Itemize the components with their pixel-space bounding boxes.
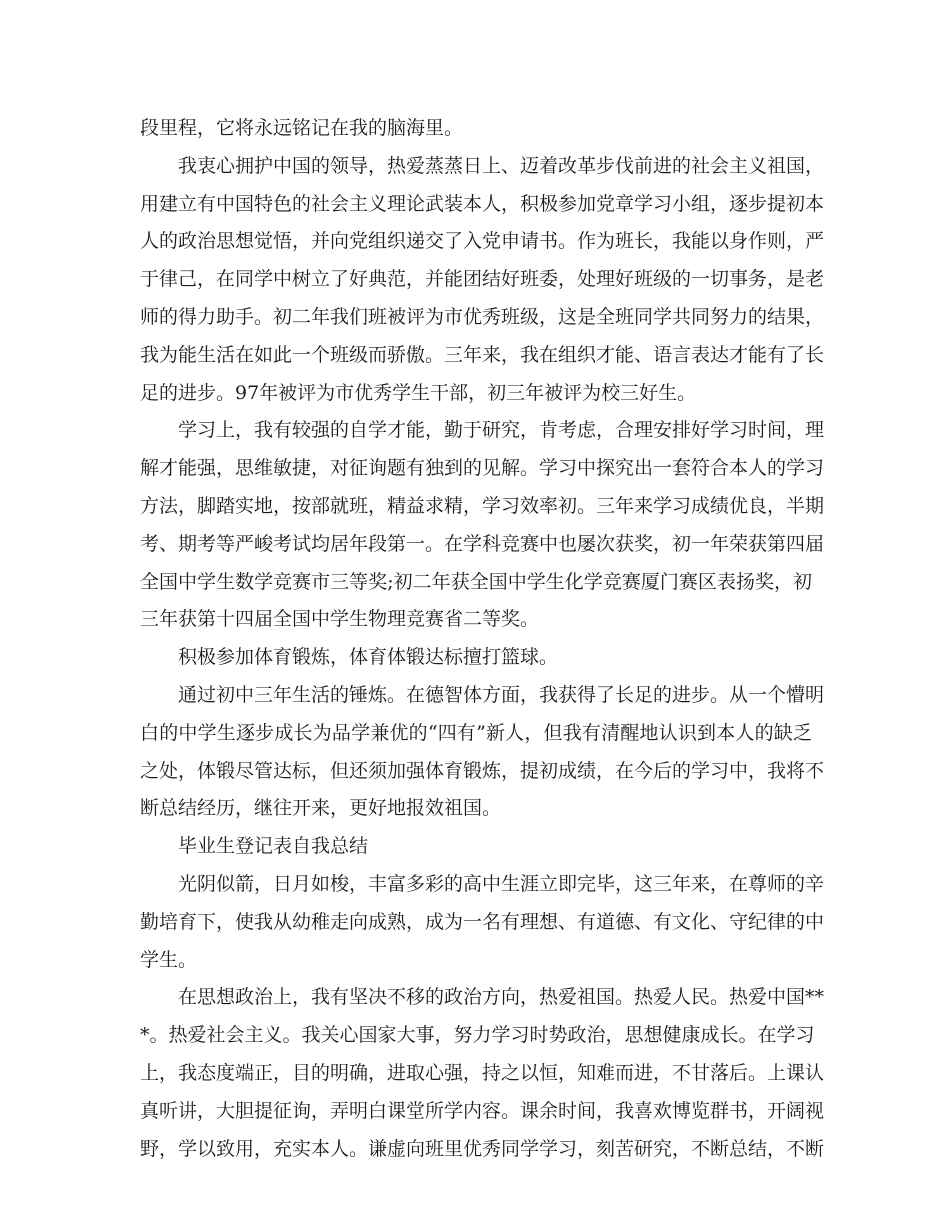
text-line: *。热爱社会主义。我关心国家大事，努力学习时势政治，思想健康成长。在学习 [140,1024,815,1047]
text-line: 之处，体锻尽管达标，但还须加强体育锻炼，提初成绩，在今后的学习中，我将不 [140,759,825,782]
text-line: 上，我态度端正，目的明确，进取心强，持之以恒，知难而进，不甘落后。上课认 [140,1061,825,1084]
text-line: 断总结经历，继往开来，更好地报效祖国。 [140,797,502,820]
text-line: 勤培育下，使我从幼稚走向成熟，成为一名有理想、有道德、有文化、守纪律的中 [140,910,825,933]
text-line: 在思想政治上，我有坚决不移的政治方向，热爱祖国。热爱人民。热爱中国** [178,986,825,1009]
text-line: 解才能强，思维敏捷，对征询题有独到的见解。学习中探究出一套符合本人的学习 [140,457,825,480]
text-line: 光阴似箭，日月如梭，丰富多彩的高中生涯立即完毕，这三年来，在尊师的辛 [178,872,825,895]
text-line: 毕业生登记表自我总结 [178,835,369,858]
text-line: 三年获第十四届全国中学生物理竞赛省二等奖。 [140,608,540,631]
text-line: 通过初中三年生活的锤炼。在德智体方面，我获得了长足的进步。从一个懵明 [178,683,825,706]
text-line: 方法，脚踏实地，按部就班，精益求精，学习效率初。三年来学习成绩优良，半期 [140,494,825,517]
text-line: 师的得力助手。初二年我们班被评为市优秀班级，这是全班同学共同努力的结果， [140,305,825,328]
text-line: 白的中学生逐步成长为品学兼优的“四有”新人，但我有清醒地认识到本人的缺乏 [140,721,812,744]
text-line: 考、期考等严峻考试均居年段第一。在学科竞赛中也屡次获奖，初一年荣获第四届 [140,532,825,555]
text-line: 足的进步。97年被评为市优秀学生干部，初三年被评为校三好生。 [140,381,697,404]
text-line: 野，学以致用，充实本人。谦虚向班里优秀同学学习，刻苦研究，不断总结，不断 [140,1137,825,1160]
document-body [140,110,825,1168]
text-line: 我为能生活在如此一个班级而骄傲。三年来，我在组织才能、语言表达才能有了长 [140,343,825,366]
text-line: 学习上，我有较强的自学才能，勤于研究，肯考虑，合理安排好学习时间，理 [178,419,825,442]
text-line: 我衷心拥护中国的领导，热爱蒸蒸日上、迈着改革步伐前进的社会主义祖国， [178,154,825,177]
text-line: 积极参加体育锻炼，体育体锻达标擅打篮球。 [178,646,559,669]
text-line: 人的政治思想觉悟，并向党组织递交了入党申请书。作为班长，我能以身作则，严 [140,230,825,253]
text-line: 于律己，在同学中树立了好典范，并能团结好班委，处理好班级的一切事务，是老 [140,268,825,291]
text-line: 段里程，它将永远铭记在我的脑海里。 [140,117,464,139]
text-line: 学生。 [140,948,198,971]
text-line: 用建立有中国特色的社会主义理论武装本人，积极参加党章学习小组，逐步提初本 [140,192,825,215]
text-line: 全国中学生数学竞赛市三等奖;初二年获全国中学生化学竞赛厦门赛区表扬奖，初 [140,570,812,593]
text-line: 真听讲，大胆提征询，弄明白课堂所学内容。课余时间，我喜欢博览群书，开阔视 [140,1099,825,1122]
